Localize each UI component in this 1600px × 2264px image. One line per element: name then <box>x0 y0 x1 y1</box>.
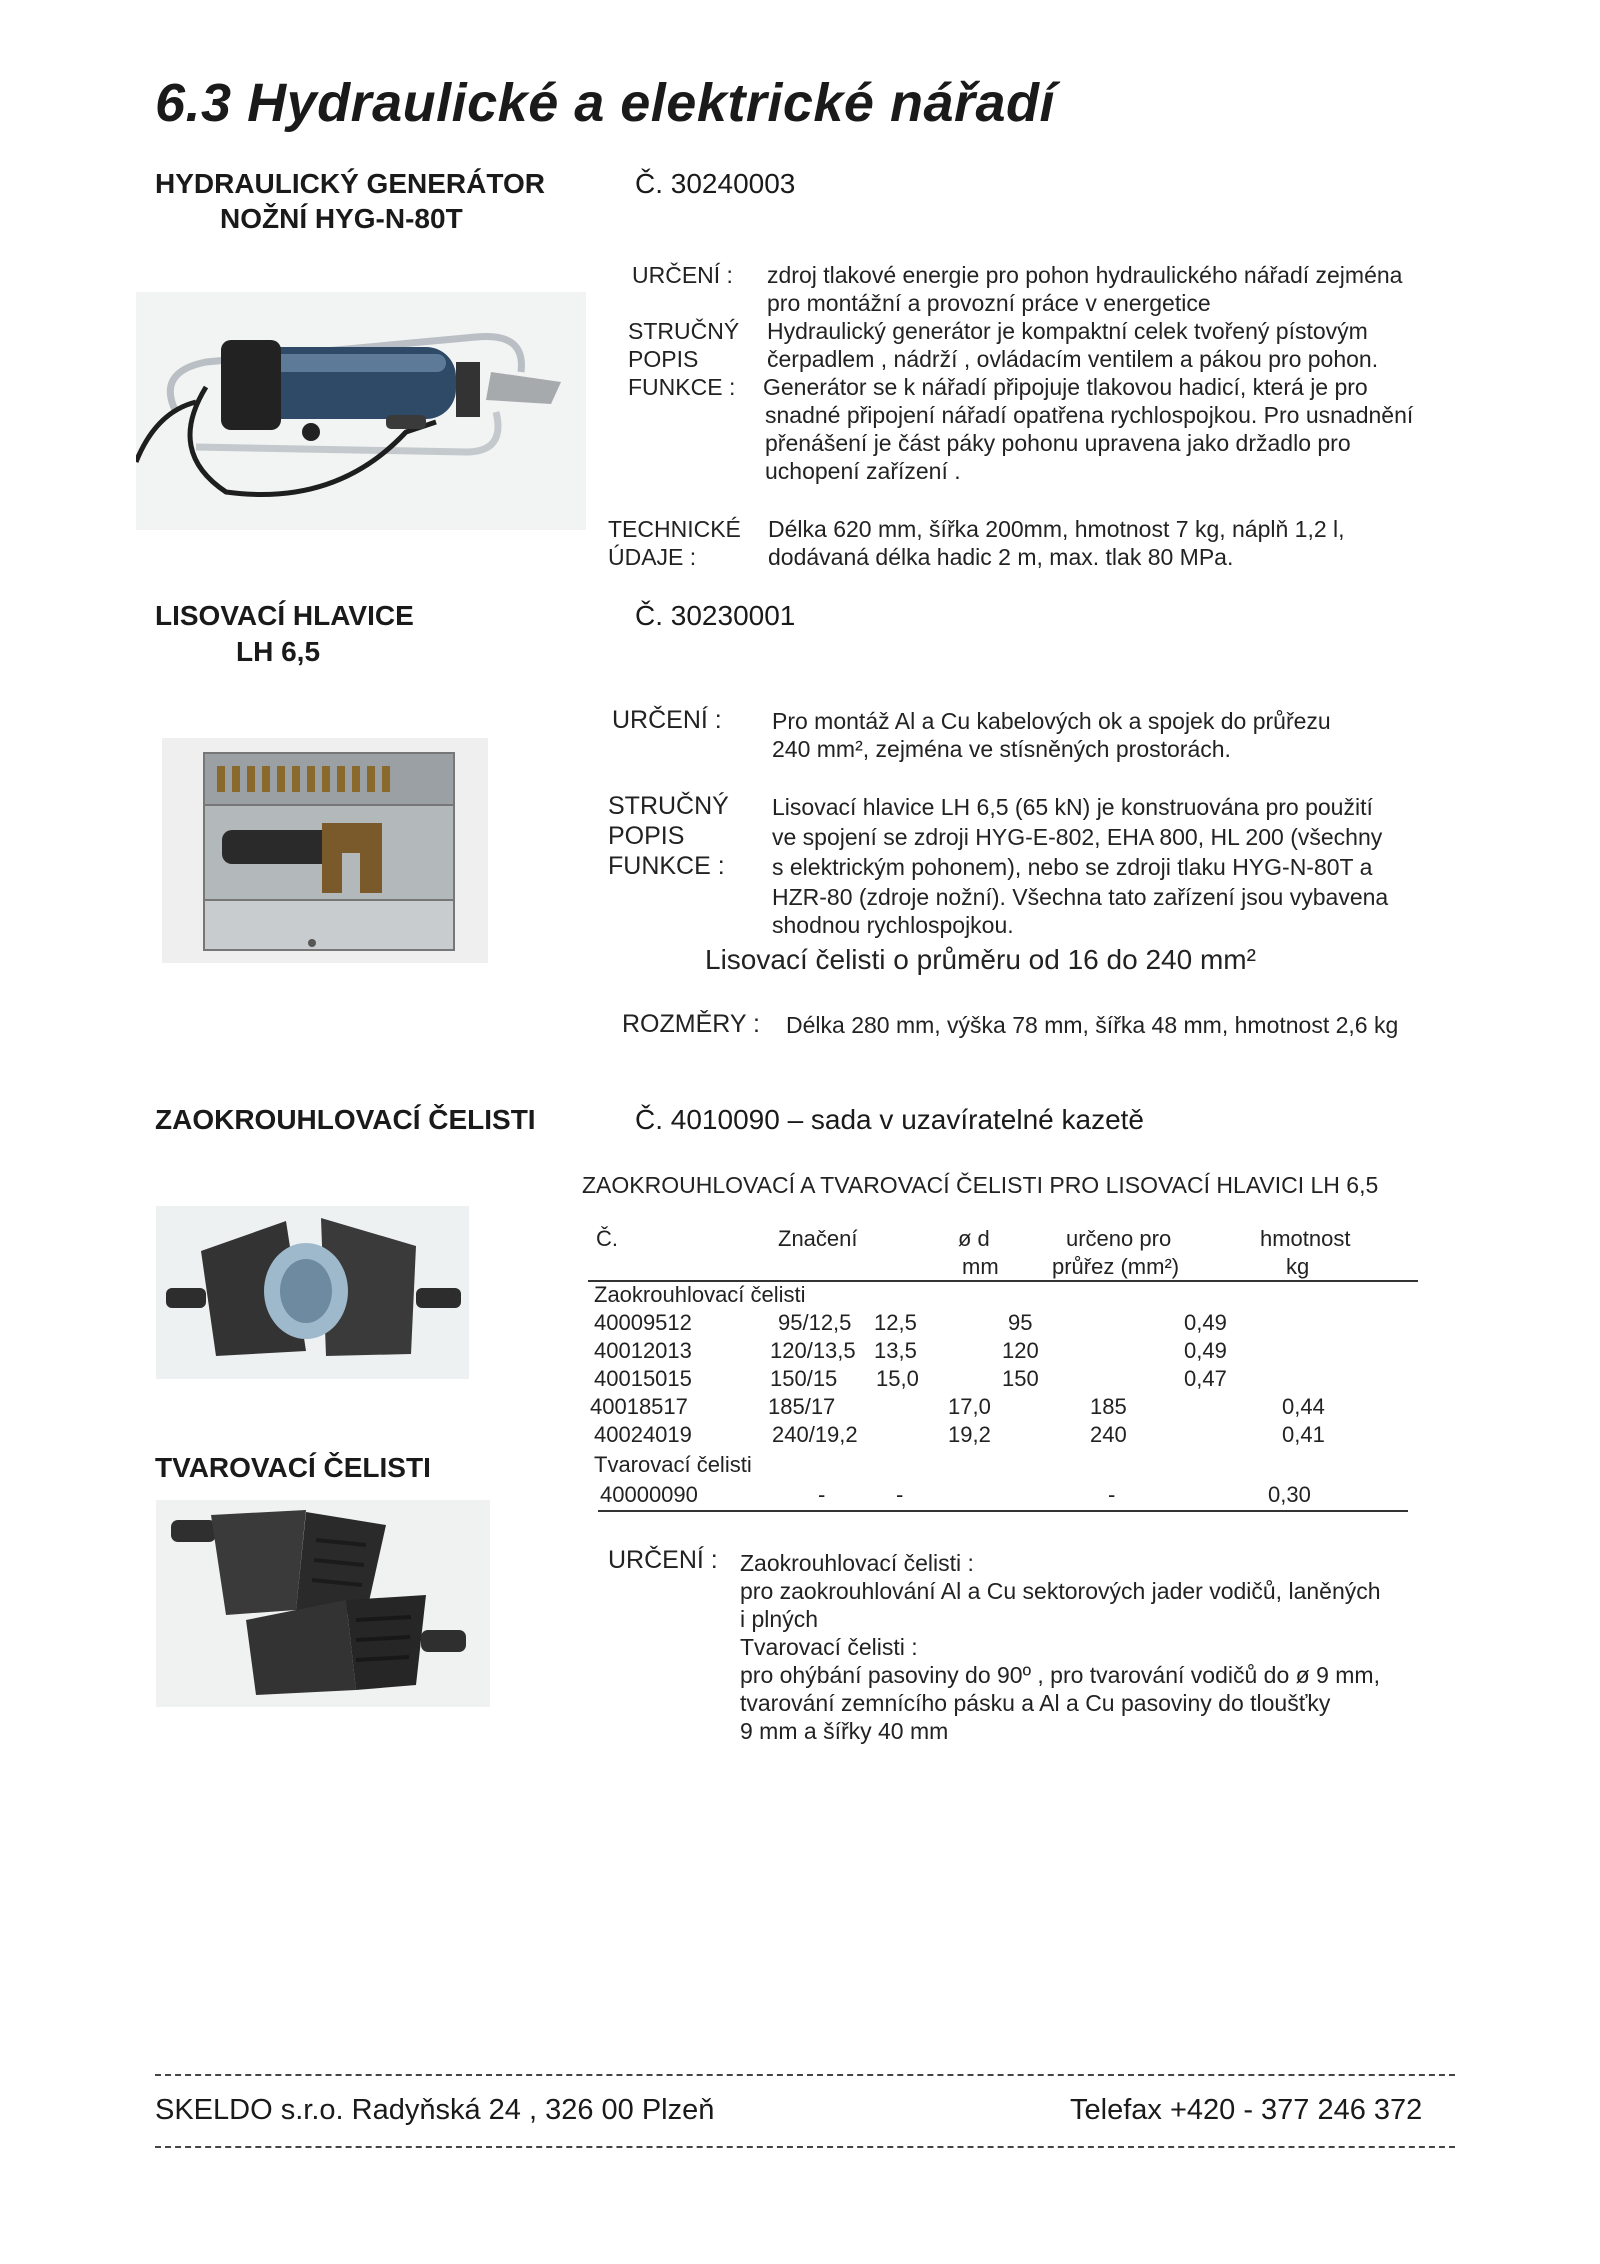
generator-tech-label: ÚDAJE : <box>608 544 697 570</box>
jaws-heading: ZAOKROUHLOVACÍ ČELISTI <box>155 1104 536 1135</box>
cell-kg: 0,49 <box>1184 1310 1227 1335</box>
cell-znaceni: - <box>818 1482 826 1507</box>
cell-c: 40018517 <box>590 1394 688 1419</box>
cell-d: 15,0 <box>876 1366 919 1391</box>
col-header-kg: hmotnost <box>1260 1226 1351 1251</box>
head-model: LH 6,5 <box>236 636 321 667</box>
cell-d: 19,2 <box>948 1422 991 1447</box>
cell-znaceni: 120/13,5 <box>770 1338 856 1363</box>
group-label-rounding: Zaokrouhlovací čelisti <box>594 1282 806 1307</box>
head-dims-text: Délka 280 mm, výška 78 mm, šířka 48 mm, hmotnost 2,6 kg <box>786 1012 1399 1038</box>
head-urceni-line: 240 mm², zejména ve stísněných prostorách. <box>772 736 1231 762</box>
generator-number: Č. 30240003 <box>635 168 796 199</box>
generator-tech-label: TECHNICKÉ <box>608 516 741 542</box>
head-dims-label: ROZMĚRY : <box>622 1010 760 1038</box>
generator-popis-line: Hydraulický generátor je kompaktní celek tvořený pístovým <box>767 318 1368 344</box>
cell-pro: 150 <box>1002 1366 1039 1391</box>
head-heading: LISOVACÍ HLAVICE <box>155 600 414 631</box>
table-row <box>588 1394 1418 1422</box>
table-row <box>588 1482 1418 1510</box>
jaws-urceni-line: Zaokrouhlovací čelisti : <box>740 1550 974 1576</box>
col-header-d-unit: mm <box>962 1254 999 1279</box>
generator-popis-line: uchopení zařízení . <box>765 458 961 484</box>
generator-tech-line: Délka 620 mm, šířka 200mm, hmotnost 7 kg, náplň 1,2 l, <box>768 516 1345 542</box>
shaping-jaws-heading: TVAROVACÍ ČELISTI <box>155 1452 431 1483</box>
cell-kg: 0,41 <box>1282 1422 1325 1447</box>
head-number: Č. 30230001 <box>635 600 796 631</box>
cell-kg: 0,44 <box>1282 1394 1325 1419</box>
head-popis-line: ve spojení se zdroji HYG-E-802, EHA 800, HL 200 (všechny <box>772 824 1383 850</box>
footer-divider <box>155 2074 1455 2076</box>
jaws-urceni-line: pro ohýbání pasoviny do 90º , pro tvarování vodičů do ø 9 mm, <box>740 1662 1380 1688</box>
generator-model: NOŽNÍ HYG-N-80T <box>220 203 463 234</box>
col-header-c: Č. <box>596 1226 618 1251</box>
generator-popis-label: FUNKCE : <box>628 374 736 400</box>
jaws-urceni-line: tvarování zemnícího pásku a Al a Cu pasoviny do tloušťky <box>740 1690 1331 1716</box>
cell-pro: 120 <box>1002 1338 1039 1363</box>
table-row <box>588 1310 1418 1338</box>
col-header-pro-unit: průřez (mm²) <box>1052 1254 1180 1279</box>
head-popis-label: STRUČNÝ <box>608 792 729 820</box>
cell-kg: 0,30 <box>1268 1482 1311 1507</box>
col-header-pro: určeno pro <box>1066 1226 1172 1251</box>
jaws-urceni-line: Tvarovací čelisti : <box>740 1634 918 1660</box>
col-header-d: ø d <box>958 1226 990 1251</box>
head-popis-label: FUNKCE : <box>608 852 725 880</box>
generator-popis-label: STRUČNÝ <box>628 318 740 344</box>
generator-popis-line: přenášení je část páky pohonu upravena jako držadlo pro <box>765 430 1351 456</box>
head-popis-line: shodnou rychlospojkou. <box>772 912 1014 938</box>
cell-pro: 240 <box>1090 1422 1127 1447</box>
cell-d: 13,5 <box>874 1338 917 1363</box>
jaws-table <box>588 1226 1418 1516</box>
table-row <box>588 1366 1418 1394</box>
cell-pro: 95 <box>1008 1310 1033 1335</box>
cell-pro: - <box>1108 1482 1116 1507</box>
cell-c: 40009512 <box>594 1310 692 1335</box>
col-header-znaceni: Značení <box>778 1226 858 1251</box>
table-row <box>588 1422 1418 1450</box>
generator-popis-line: Generátor se k nářadí připojuje tlakovou hadicí, která je pro <box>763 374 1368 400</box>
head-popis-label: POPIS <box>608 822 685 850</box>
cell-kg: 0,47 <box>1184 1366 1227 1391</box>
head-urceni-line: Pro montáž Al a Cu kabelových ok a spojek do průřezu <box>772 708 1331 734</box>
cell-znaceni: 185/17 <box>768 1394 836 1419</box>
table-header-row <box>588 1226 1418 1254</box>
cell-c: 40015015 <box>594 1366 692 1391</box>
cell-pro: 185 <box>1090 1394 1127 1419</box>
cell-c: 40024019 <box>594 1422 692 1447</box>
col-header-kg-unit: kg <box>1286 1254 1310 1279</box>
cell-c: 40012013 <box>594 1338 692 1363</box>
cell-znaceni: 95/12,5 <box>778 1310 852 1335</box>
page-title: 6.3 Hydraulické a elektrické nářadí <box>155 73 1056 133</box>
table-group-row <box>588 1282 1418 1310</box>
generator-popis-line: snadné připojení nářadí opatřena rychlospojkou. Pro usnadnění <box>765 402 1414 428</box>
shaping-jaws-photo <box>156 1500 490 1707</box>
generator-urceni-label: URČENÍ : <box>632 262 733 288</box>
cell-znaceni: 240/19,2 <box>772 1422 858 1447</box>
generator-urceni-line: pro montážní a provozní práce v energetice <box>767 290 1211 316</box>
jaws-urceni-label: URČENÍ : <box>608 1546 718 1574</box>
head-jaws-line: Lisovací čelisti o průměru od 16 do 240 mm² <box>705 944 1256 975</box>
cell-kg: 0,49 <box>1184 1338 1227 1363</box>
jaws-urceni-line: 9 mm a šířky 40 mm <box>740 1718 949 1744</box>
jaws-urceni-line: pro zaokrouhlování Al a Cu sektorových jader vodičů, laněných <box>740 1578 1381 1604</box>
rounding-jaws-photo <box>156 1206 469 1379</box>
head-popis-line: HZR-80 (zdroje nožní). Všechna tato zařízení jsou vybavena <box>772 884 1389 910</box>
cell-znaceni: 150/15 <box>770 1366 838 1391</box>
table-group-row <box>588 1452 1418 1480</box>
footer-phone: Telefax +420 - 377 246 372 <box>1070 2094 1423 2126</box>
cell-d: 17,0 <box>948 1394 991 1419</box>
generator-tech-line: dodávaná délka hadic 2 m, max. tlak 80 MPa. <box>768 544 1234 570</box>
generator-popis-label: POPIS <box>628 346 699 372</box>
table-rule <box>598 1510 1408 1512</box>
head-photo <box>162 738 488 963</box>
cell-d: 12,5 <box>874 1310 917 1335</box>
head-popis-line: Lisovací hlavice LH 6,5 (65 kN) je konstruována pro použití <box>772 794 1373 820</box>
footer-company: SKELDO s.r.o. Radyňská 24 , 326 00 Plzeň <box>155 2094 715 2126</box>
head-urceni-label: URČENÍ : <box>612 706 722 734</box>
jaws-urceni-line: i plných <box>740 1606 818 1632</box>
table-row <box>588 1338 1418 1366</box>
generator-heading: HYDRAULICKÝ GENERÁTOR <box>155 168 545 199</box>
cell-d: - <box>896 1482 904 1507</box>
jaws-number: Č. 4010090 – sada v uzavíratelné kazetě <box>635 1104 1145 1135</box>
footer-divider <box>155 2146 1455 2148</box>
cell-c: 40000090 <box>600 1482 698 1507</box>
group-label-shaping: Tvarovací čelisti <box>594 1452 752 1477</box>
generator-urceni-line: zdroj tlakové energie pro pohon hydraulického nářadí zejména <box>767 262 1403 288</box>
generator-popis-line: čerpadlem , nádrží , ovládacím ventilem a pákou pro pohon. <box>767 346 1379 372</box>
generator-photo <box>136 292 586 530</box>
head-popis-line: s elektrickým pohonem), nebo se zdroji tlaku HYG-N-80T a <box>772 854 1373 880</box>
table-header-row <box>588 1254 1418 1282</box>
jaws-table-title: ZAOKROUHLOVACÍ A TVAROVACÍ ČELISTI PRO LISOVACÍ HLAVICI LH 6,5 <box>582 1172 1379 1198</box>
